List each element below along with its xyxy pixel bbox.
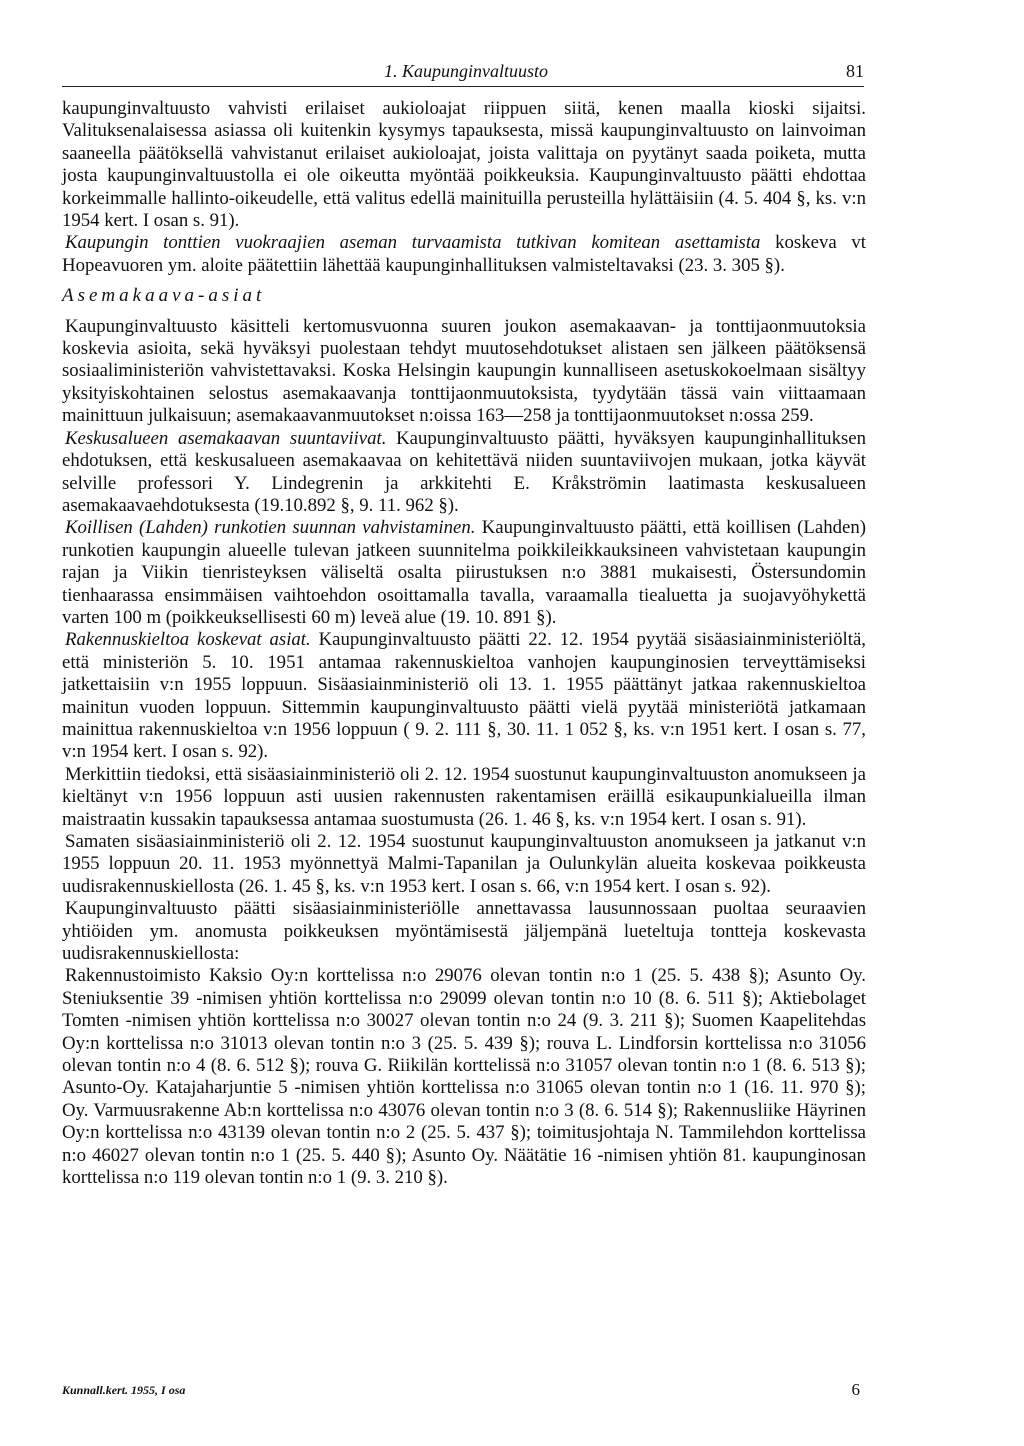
paragraph-title: Koillisen (Lahden) runkotien suunnan vahvistaminen. — [65, 517, 476, 539]
page-header — [62, 61, 864, 87]
paragraph-exemption-request: Kaupunginvaltuusto päätti sisäasiainministeriölle annettavassa lausunnossaan puoltaa seuraavien yhtiöiden ym. anomusta poikkeuksen myöntämisestä jäljempänä lueteltuja tontteja koskevasta uudisrakennuskiellosta: — [62, 898, 866, 965]
document-body — [62, 98, 866, 1190]
paragraph-text: Kaupunginvaltuusto päätti, että koillisen (Lahden) runkotien kaupungin alueelle tulevan jatkeen suunnitelma poikkileikkauksineen vahvistetaan kaupungin rajan ja Viikin tienristeyksen väliseltä osalta piirustuksen n:o 3881 mukaisesti, Östersundomin tienhaarassa ensimmäisen vaihtoehdon osoittamalla tavalla, varaamalla tiealuetta ja suojavyöhykettä varten 100 m (poikkeuksellisesti 60 m) leveä alue (19. 10. 891 §). — [62, 517, 866, 628]
paragraph-kiosk-appeal: kaupunginvaltuusto vahvisti erilaiset aukioloajat riippuen siitä, kenen maalla kioski sijaitsi. Valituksenalaisessa asiassa oli kuitenkin kysymys tapauksesta, missä kaupunginvaltuusto on lainvoiman saaneella päätöksellä vahvistanut erilaiset aukioloajat, joista valittaja on pyytänyt saada poiketa, mutta josta kaupunginvaltuustolla ei ole oikeutta myöntää poikkeuksia. Kaupunginvaltuusto päätti ehdottaa korkeimmalle hallinto-oikeudelle, että valitus edellä mainituilla perusteilla hylättäisiin (4. 5. 404 §, ks. v:n 1954 kert. I osan s. 91). — [62, 98, 866, 232]
paragraph-text: Kaupunginvaltuusto päätti, hyväksyen kaupunginhallituksen ehdotuksen, että keskusalueen asemakaavaa on kehitettävä niiden suuntaviivojen mukaan, jotka käyvät selville professori Y. Lindegrenin ja arkkitehti E. Kråkströmin laatimasta keskusalueen asemakaavaehdotuksesta (19.10.892 §, 9. 11. 962 §). — [62, 427, 866, 516]
section-heading: Asemakaava-asiat — [62, 285, 266, 307]
paragraph-malmi-tapanila: Samaten sisäasiainministeriö oli 2. 12. 1954 suostunut kaupunginvaltuuston anomukseen ja jatkanut v:n 1955 loppuun 20. 11. 1953 myönnettyä Malmi-Tapanilan ja Oulunkylän alueita koskevaa poikkeusta uudisrakennuskiellosta (26. 1. 45 §, ks. v:n 1953 kert. I osan s. 66, v:n 1954 kert. I osan s. 92). — [62, 831, 866, 897]
page-number: 81 — [846, 61, 864, 81]
paragraph-ministry-consent: Merkittiin tiedoksi, että sisäasiainministeriö oli 2. 12. 1954 suostunut kaupunginvaltuuston anomukseen ja kieltänyt v:n 1956 loppuun asti uusien rakennusten rakentamisen eräillä esikaupunkialueilla ilman maistraatin kussakin tapauksessa antamaa suostumusta (26. 1. 46 §, ks. v:n 1954 kert. I osan s. 91). — [62, 763, 866, 830]
paragraph-central-area — [62, 428, 866, 518]
paragraph-text: Kaupunginvaltuusto päätti 22. 12. 1954 pyytää sisäasiainministeriöltä, että ministeriön 5. 10. 1951 antamaa rakennuskieltoa vanhojen kaupunginosien terveyttämiseksi jatkettaisiin v:n 1955 loppuun. Sisäasiainministeriö oli 13. 1. 1955 päättänyt jatkaa rakennuskieltoa mainitun vuoden loppuun. Sittemmin kaupunginvaltuusto päätti vielä pyytää ministeriötä jatkamaan mainittua rakennuskieltoa v:n 1956 loppuun ( 9. 2. 111 §, 30. 11. 1 052 §, ks. v:n 1951 kert. I osan s. 77, v:n 1954 kert. I osan s. 92). — [62, 629, 867, 763]
page-footer — [62, 1380, 864, 1404]
running-header-title: 1. Kaupunginvaltuusto — [384, 61, 549, 81]
paragraph-title: Rakennuskieltoa koskevat asiat. — [65, 629, 311, 651]
paragraph-committee — [62, 232, 866, 277]
paragraph-building-ban — [62, 629, 866, 763]
header-divider — [62, 86, 864, 87]
paragraph-lahti-road — [62, 517, 866, 629]
paragraph-exemption-list: Rakennustoimisto Kaksio Oy:n korttelissa n:o 29076 olevan tontin n:o 1 (25. 5. 438 §); Asunto Oy. Steniuksentie 39 -nimisen yhtiön korttelissa n:o 29099 olevan tontin n:o 10 (8. 6. 511 §); Aktiebolaget Tomten -nimisen yhtiön korttelissa n:o 30027 olevan tontin n:o 24 (9. 3. 211 §); Suomen Kaapelitehdas Oy:n korttelissa n:o 31013 olevan tontin n:o 3 (25. 5. 439 §); rouva L. Lindforsin korttelissa n:o 31056 olevan tontin n:o 4 (8. 6. 512 §); rouva G. Riikilän korttelissä n:o 31057 olevan tontin n:o 1 (8. 6. 513 §); Asunto-Oy. Katajaharjuntie 5 -nimisen yhtiön korttelissa n:o 31065 olevan tontin n:o 1 (16. 11. 970 §); Oy. Varmuusrakenne Ab:n korttelissa n:o 43076 olevan tontin n:o 3 (8. 6. 514 §); Rakennusliike Häyrinen Oy:n korttelissa n:o 43139 olevan tontin n:o 2 (25. 5. 437 §); toimitusjohtaja N. Tammilehdon korttelissa n:o 46027 olevan tontin n:o 1 (25. 5. 440 §); Asunto Oy. Näätätie 16 -nimisen yhtiön 81. kaupunginosan korttelissa n:o 119 olevan tontin n:o 1 (9. 3. 210 §). — [62, 965, 866, 1189]
paragraph-zoning-intro: Kaupunginvaltuusto käsitteli kertomusvuonna suuren joukon asemakaavan- ja tonttijaonmuutoksia koskevia asioita, sekä hyväksyi puolestaan tehdyt muutosehdotukset alistaen sen jälkeen päätöksensä sosiaaliministeriön vahvistettavaksi. Koska Helsingin kaupungin kunnalliseen asetuskokoelmaan sisältyy yksityiskohtainen selostus asemakaavanja tonttijaonmuutoksista, tyydytään tässä vain viittaamaan mainittuun julkaisuun; asemakaavanmuutokset n:oissa 163—258 ja tonttijaonmuutokset n:ossa 259. — [62, 315, 866, 427]
paragraph-title: Kaupungin tonttien vuokraajien aseman turvaamista tutkivan komitean asettamista — [65, 232, 761, 254]
footer-source: Kunnall.kert. 1955, I osa — [62, 1383, 186, 1397]
paragraph-text: koskeva vt Hopeavuoren ym. aloite päätettiin lähettää kaupunginhallituksen valmisteltavaksi (23. 3. 305 §). — [62, 232, 866, 276]
footer-signature-number: 6 — [851, 1380, 860, 1399]
paragraph-title: Keskusalueen asemakaavan suuntaviivat. — [65, 427, 387, 449]
